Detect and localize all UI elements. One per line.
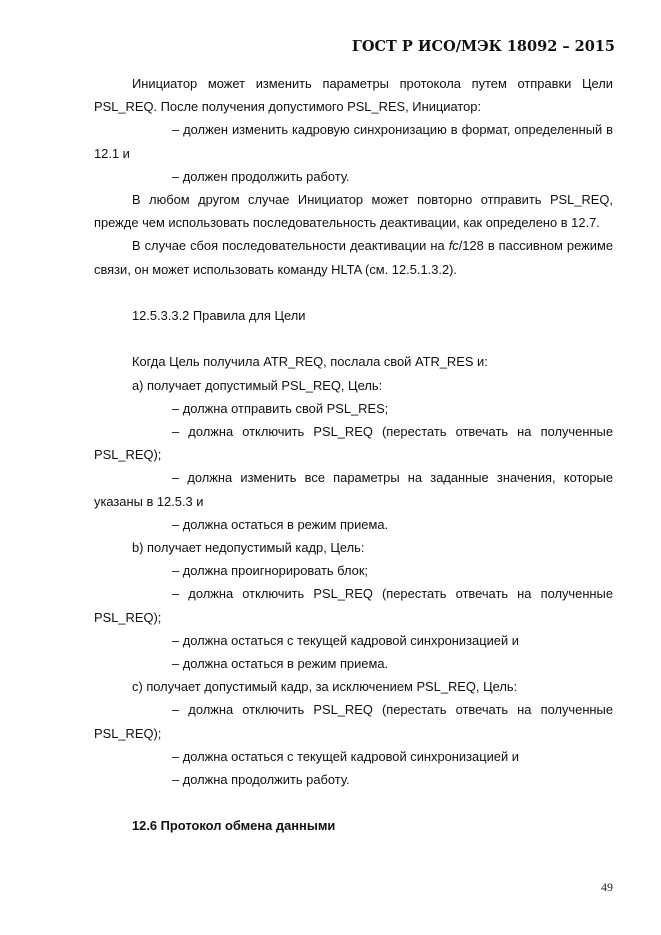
text-fragment-fc: fc [448, 238, 459, 254]
list-item: – должна проигнорировать блок; [172, 563, 369, 579]
section-heading: 12.5.3.3.2 Правила для Цели [132, 308, 306, 324]
list-item: – должна остаться в режим приема. [172, 656, 389, 672]
section-intro: Когда Цель получила ATR_REQ, послала свой ATR_RES и: [132, 354, 488, 370]
paragraph-deactivation-failure [94, 234, 613, 280]
list-item: – должна отправить свой PSL_RES; [172, 400, 389, 416]
paragraph-initiator-change: Инициатор может изменить параметры протокола путем отправки Цели PSL_REQ. После получения допустимого PSL_RES, Инициатор: [94, 76, 613, 115]
spacer [94, 791, 613, 814]
document-header: ГОСТ Р ИСО/МЭК 18092 – 2015 [351, 38, 615, 55]
case-c-label: c) получает допустимый кадр, за исключением PSL_REQ, Цель: [132, 679, 518, 695]
list-item: – должна остаться с текущей кадровой синхронизацией и [172, 632, 519, 648]
list-item: – должна остаться с текущей кадровой синхронизацией и [172, 748, 519, 764]
list-item: – должен изменить кадровую синхронизацию в формат, определенный в 12.1 и [94, 122, 613, 161]
list-item: – должна отключить PSL_REQ (перестать отвечать на полученные PSL_REQ); [94, 424, 613, 463]
case-b-label: b) получает недопустимый кадр, Цель: [132, 540, 365, 556]
list-item: – должна отключить PSL_REQ (перестать отвечать на полученные PSL_REQ); [94, 586, 613, 625]
case-a-label: а) получает допустимый PSL_REQ, Цель: [132, 377, 383, 393]
list-item: – должна отключить PSL_REQ (перестать отвечать на полученные PSL_REQ); [94, 702, 613, 741]
text-fragment: /128 в пассивном режиме связи, он может использовать команду HLTA (см. 12.5.1.3.2). [94, 238, 613, 277]
list-item: – должна продолжить работу. [172, 772, 350, 788]
paragraph-resend: В любом другом случае Инициатор может повторно отправить PSL_REQ, прежде чем использовать последовательность деактивации, как определено в 12.7. [94, 192, 613, 231]
spacer [94, 327, 613, 350]
list-item: – должен продолжить работу. [172, 168, 350, 184]
document-body [94, 72, 613, 838]
spacer [94, 281, 613, 304]
page-number: 49 [601, 880, 613, 894]
next-section-heading: 12.6 Протокол обмена данными [132, 818, 336, 834]
list-item: – должна остаться в режим приема. [172, 516, 389, 532]
list-item: – должна изменить все параметры на заданные значения, которые указаны в 12.5.3 и [94, 470, 613, 509]
text-fragment: В случае сбоя последовательности деактивации на [132, 238, 449, 254]
